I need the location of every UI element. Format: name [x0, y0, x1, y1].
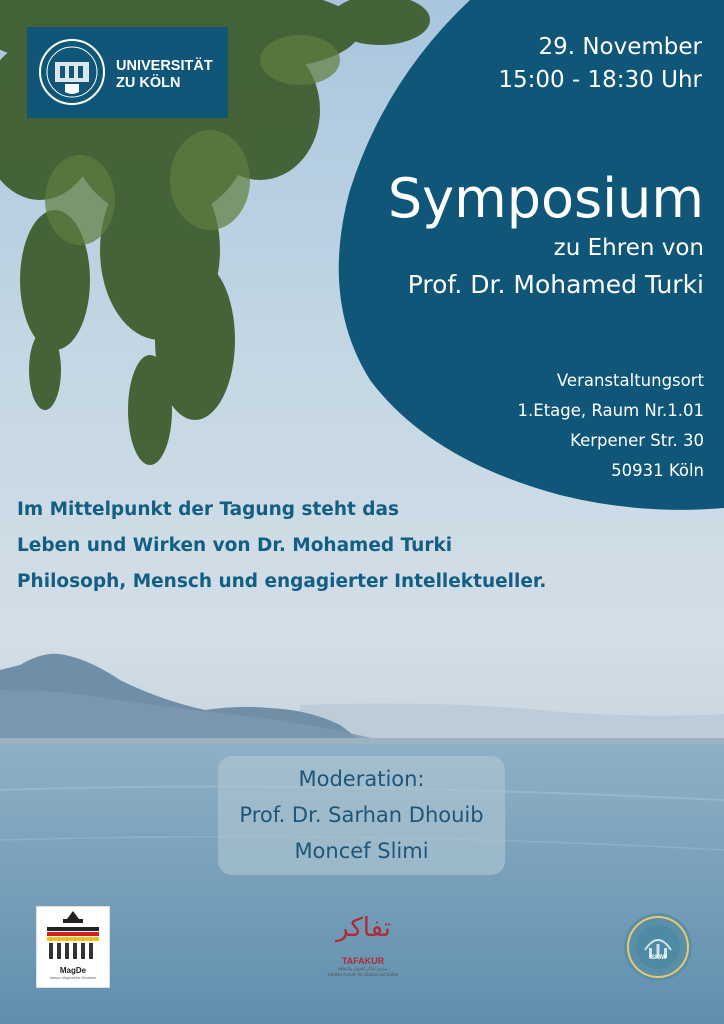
event-title: Symposium	[387, 167, 704, 230]
honoree-name: Prof. Dr. Mohamed Turki	[407, 270, 704, 299]
moderation-text	[218, 761, 505, 869]
iskiw-logo-icon	[623, 912, 693, 982]
magde-emblem-icon	[37, 907, 109, 967]
university-logo	[27, 27, 228, 118]
moderator-1: Prof. Dr. Sarhan Dhouib	[239, 803, 484, 827]
venue-city: 50931 Köln	[611, 461, 704, 480]
event-time: 15:00 - 18:30 Uhr	[498, 67, 702, 93]
university-name-line1: UNIVERSITÄT	[116, 58, 213, 74]
tafakur-arabic-wordmark: تفاكر	[336, 913, 392, 943]
venue-street: Kerpener Str. 30	[570, 431, 704, 450]
moderation-label: Moderation:	[298, 767, 425, 791]
intro-line-3: Philosoph, Mensch und engagierter Intellektueller.	[17, 571, 547, 592]
intro-text	[17, 492, 546, 600]
tafakur-sublabel-german: Tafakur Forum für Dialog und Kultur	[327, 972, 399, 977]
intro-line-1: Im Mittelpunkt der Tagung steht das	[17, 499, 400, 520]
event-date: 29. November	[538, 34, 702, 60]
university-name-line2: ZU KÖLN	[116, 75, 181, 91]
tafakur-logo	[336, 908, 390, 954]
venue-label: Veranstaltungsort	[556, 371, 704, 390]
event-datetime	[498, 31, 702, 97]
magde-sublabel: Maison Maghrebine Deutsche	[49, 976, 97, 980]
magde-label: MagDe	[59, 966, 87, 975]
tafakur-label: TAFAKUR	[341, 956, 385, 966]
tafakur-sublabel-arabic: منتدى تفاكر للحوار والثقافة	[337, 966, 389, 971]
event-subtitle: zu Ehren von	[553, 235, 704, 261]
university-seal-icon	[38, 38, 106, 106]
moderator-2: Moncef Slimi	[294, 839, 429, 863]
iskiw-label: ISKIW	[649, 955, 667, 961]
tafakur-sublabel	[316, 966, 410, 978]
venue-room: 1.Etage, Raum Nr.1.01	[517, 401, 704, 420]
intro-line-2: Leben und Wirken von Dr. Mohamed Turki	[17, 535, 453, 556]
venue-info	[518, 366, 704, 486]
